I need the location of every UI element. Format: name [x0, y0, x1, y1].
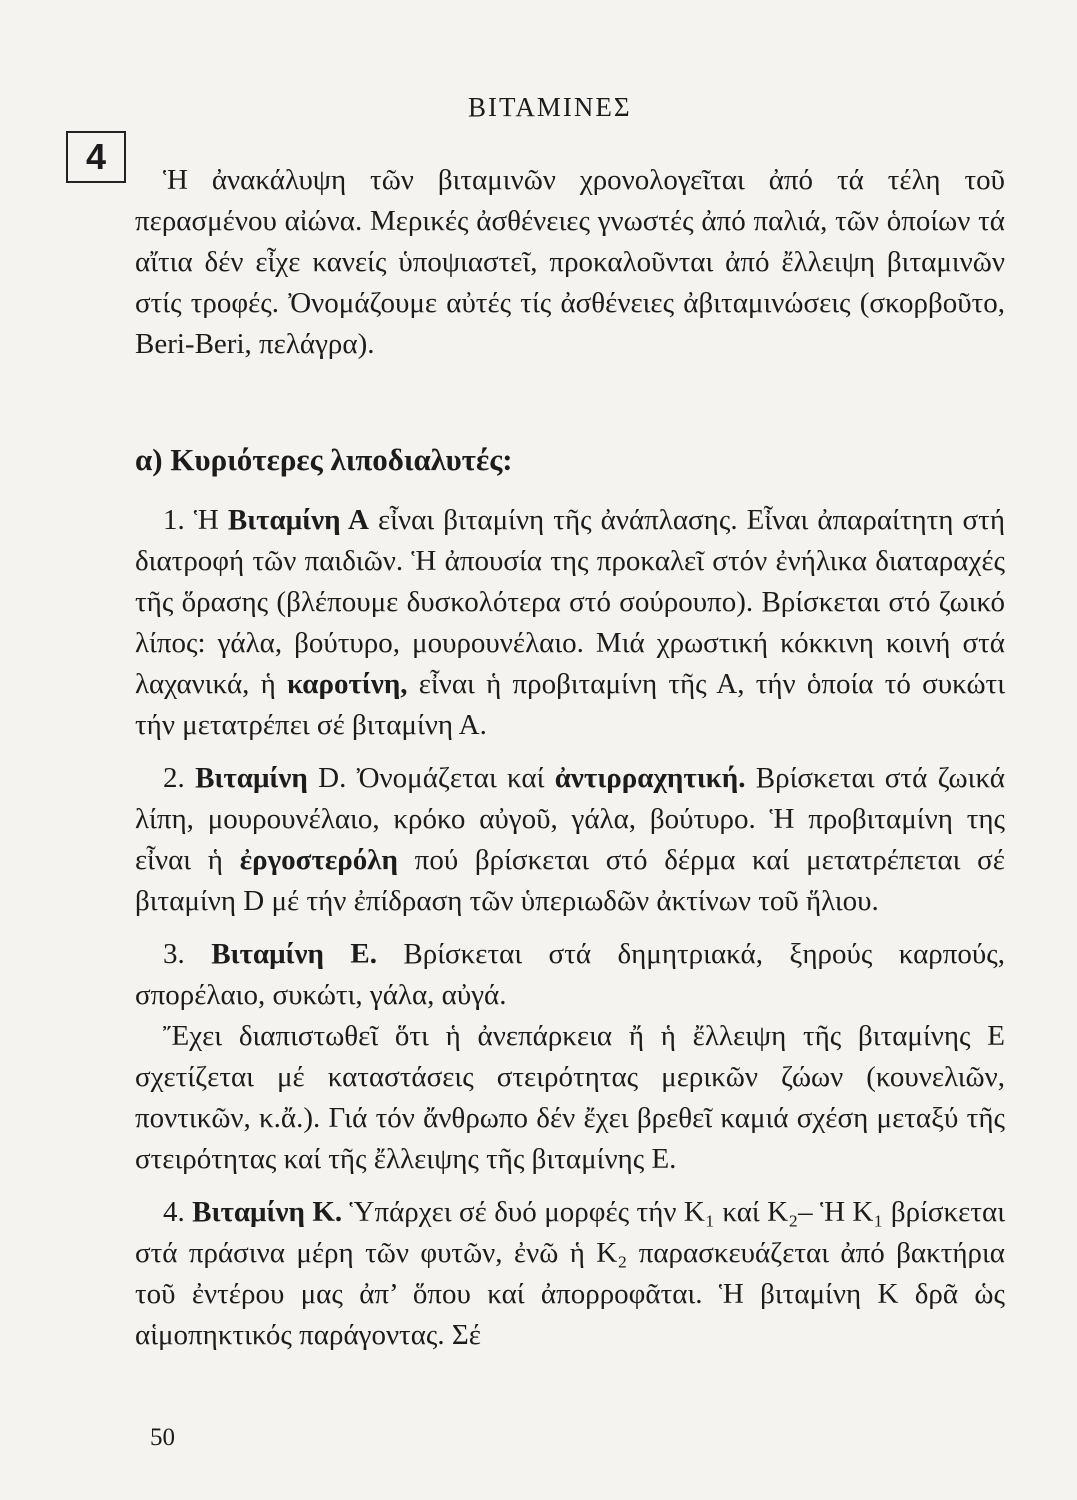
- vitamin-name: Βιταμίνη Α: [227, 504, 369, 536]
- vitamin-name: Βιταμίνη: [195, 762, 308, 794]
- vitamin-k-paragraph: [135, 1192, 1005, 1356]
- item-text: εἶναι ἡ προβιταμίνη τῆς Α, τήν ὁποία τό συκώτι τήν μετατρέπει σέ βιταμίνη Α.: [135, 668, 1005, 741]
- body-text: [135, 160, 1005, 1356]
- item-prefix: Ἡ: [184, 504, 228, 536]
- vitamin-a-paragraph: [135, 500, 1005, 746]
- chapter-number: 4: [85, 136, 107, 177]
- page-number: 50: [150, 1424, 175, 1451]
- vitamin-name: Βιταμίνη Ε.: [211, 938, 377, 970]
- item-text: Βρίσκεται στά ζωικά λίπη, μουρουνέλαιο, κρόκο αὐγοῦ, γάλα, βούτυρο. Ἡ προβιταμίνη της εἶναι ἡ: [135, 762, 1005, 876]
- item-text: Βρίσκεται στά δημητριακά, ξηρούς καρπούς, σπορέλαιο, συκώτι, γάλα, αὐγά.: [135, 938, 1005, 1011]
- bold-term: ἀντιρραχητική.: [554, 762, 746, 794]
- section-heading: α) Κυριότερες λιποδιαλυτές:: [135, 442, 513, 477]
- intro-paragraph: Ἡ ἀνακάλυψη τῶν βιταμινῶν χρονολογεῖται ἀπό τά τέλη τοῦ περασμένου αἰώνα. Μερικές ἀσθένειες γνωστές ἀπό παλιά, τῶν ὁποίων τά αἴτια δέν εἶχε κανείς ὑποψιαστεῖ, προκαλοῦνται ἀπό ἔλλειψη βιταμινῶν στίς τροφές. Ὀνομάζουμε αὐτές τίς ἀσθένειες ἀβιταμινώσεις (σκορβοῦτο, Beri-Beri, πελάγρα).: [135, 164, 1005, 360]
- item-text: πού βρίσκεται στό δέρμα καί μετατρέπεται σέ βιταμίνη D μέ τήν ἐπίδραση τῶν ὑπεριωδῶν ἀκτίνων τοῦ ἥλιου.: [135, 844, 1005, 917]
- vitamin-name: Βιταμίνη Κ.: [192, 1196, 343, 1228]
- item-number: 3.: [163, 938, 185, 970]
- vitamin-d-paragraph: [135, 758, 1005, 922]
- item-number: 4.: [163, 1196, 185, 1228]
- item-number: 2.: [163, 762, 185, 794]
- item-number: 1.: [163, 504, 185, 536]
- vitamin-e-paragraph: [135, 934, 1005, 1016]
- bold-term: καροτίνη,: [287, 668, 408, 700]
- chapter-number-box: [66, 131, 126, 183]
- item-text: εἶναι βιταμίνη τῆς ἀνάπλασης. Εἶναι ἀπαραίτητη στή διατροφή τῶν παιδιῶν. Ἡ ἀπουσία της προκαλεῖ στόν ἐνήλικα διαταραχές τῆς ὅρασης (βλέπουμε δυσκολότερα στό σούρουπο). Βρίσκεται στό ζωικό λίπος: γάλα, βούτυρο, μουρουνέλαιο. Μιά χρωστική κόκκινη κοινή στά λαχανικά, ἡ: [135, 504, 1005, 700]
- item-text: Ὑπάρχει σέ δυό μορφές τήν Κ₁ καί Κ₂– Ἡ Κ₁ βρίσκεται στά πράσινα μέρη τῶν φυτῶν, ἐνῶ ἡ Κ₂ παρασκευάζεται ἀπό βακτήρια τοῦ ἐντέρου μας ἀπ’ ὅπου καί ἀπορροφᾶται. Ἡ βιταμίνη Κ δρᾶ ὡς αἱμοπηκτικός παράγοντας. Σέ: [135, 1196, 1005, 1351]
- item-text: D. Ὀνομάζεται καί: [307, 762, 555, 794]
- bold-term: ἐργοστερόλη: [239, 844, 398, 876]
- running-title: ΒΙΤΑΜΙΝΕΣ: [468, 92, 632, 122]
- vitamin-e-continuation: Ἔχει διαπιστωθεῖ ὅτι ἡ ἀνεπάρκεια ἤ ἡ ἔλλειψη τῆς βιταμίνης Ε σχετίζεται μέ καταστάσεις στειρότητας μερικῶν ζώων (κουνελιῶν, ποντικῶν, κ.ἄ.). Γιά τόν ἄνθρωπο δέν ἔχει βρεθεῖ καμιά σχέση μεταξύ τῆς στειρότητας καί τῆς ἔλλειψης τῆς βιταμίνης Ε.: [135, 1020, 1005, 1175]
